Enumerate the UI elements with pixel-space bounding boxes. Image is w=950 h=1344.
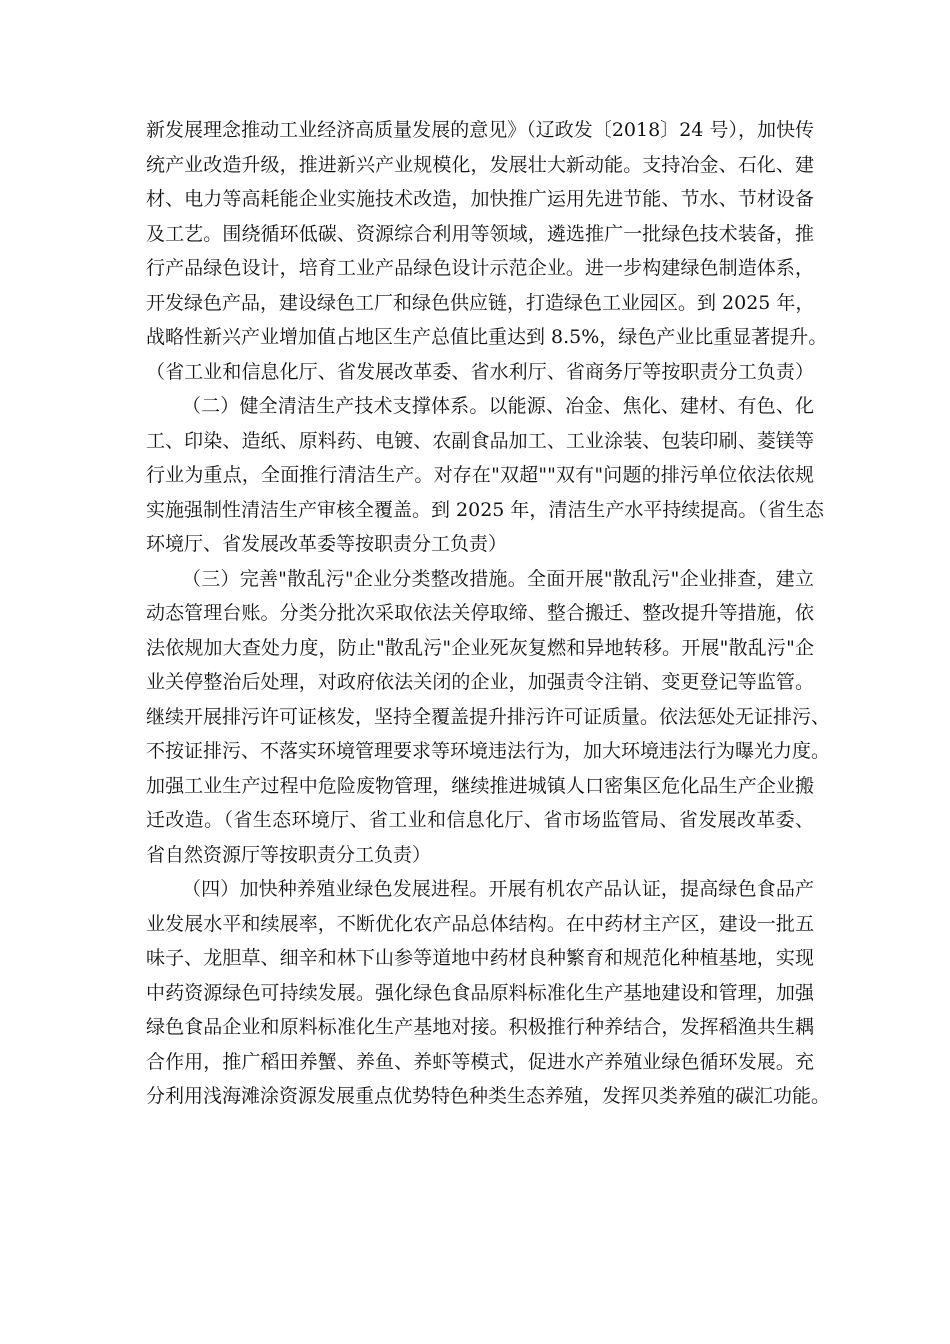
text-line: 行业为重点，全面推行清洁生产。对存在"双超""双有"问题的排污单位依法依规 xyxy=(146,464,814,486)
text-line: 环境厅、省发展改革委等按职责分工负责） xyxy=(146,533,508,555)
paragraph-first-line: （三）完善"散乱污"企业分类整改措施。全面开展"散乱污"企业排查，建立 xyxy=(182,567,814,590)
text-line: 业发展水平和续展率，不断优化农产品总体结构。在中药材主产区，建设一批五 xyxy=(146,912,814,935)
text-line: 味子、龙胆草、细辛和林下山参等道地中药材良种繁育和规范化种植基地，实现 xyxy=(146,947,814,969)
paragraph-first-line: （四）加快种养殖业绿色发展进程。开展有机农产品认证，提高绿色食品产 xyxy=(182,878,814,900)
text-line: 省自然资源厅等按职责分工负责） xyxy=(146,843,432,866)
text-line: 新发展理念推动工业经济高质量发展的意见》（辽政发〔2018〕24 号），加快传 xyxy=(146,119,814,141)
text-line: 行产品绿色设计，培育工业产品绿色设计示范企业。进一步构建绿色制造体系， xyxy=(146,257,814,279)
body-text xyxy=(146,113,831,1114)
text-line: 动态管理台账。分类分批次采取依法关停取缔、整合搬迁、整改提升等措施，依 xyxy=(146,602,814,624)
text-line: 法依规加大查处力度，防止"散乱污"企业死灰复燃和异地转移。开展"散乱污"企 xyxy=(146,636,814,659)
text-line: 战略性新兴产业增加值占地区生产总值比重达到 8.5%，绿色产业比重显著提升。 xyxy=(146,326,828,348)
text-line: 分利用浅海滩涂资源发展重点优势特色种类生态养殖，发挥贝类养殖的碳汇功能。 xyxy=(146,1085,831,1107)
text-line: 合作用，推广稻田养蟹、养鱼、养虾等模式，促进水产养殖业绿色循环发展。充 xyxy=(146,1050,814,1073)
text-line: 绿色食品企业和原料标准化生产基地对接。积极推行种养结合，发挥稻渔共生耦 xyxy=(146,1016,814,1038)
text-line: 不按证排污、不落实环境管理要求等环境违法行为，加大环境违法行为曝光力度。 xyxy=(146,740,831,762)
text-line: 加强工业生产过程中危险废物管理，继续推进城镇人口密集区危化品生产企业搬 xyxy=(146,774,814,797)
text-line: 迁改造。（省生态环境厅、省工业和信息化厅、省市场监管局、省发展改革委、 xyxy=(146,809,814,831)
text-line: 业关停整治后处理，对政府依法关闭的企业，加强责令注销、变更登记等监管。 xyxy=(146,671,814,693)
text-line: （省工业和信息化厅、省发展改革委、省水利厅、省商务厅等按职责分工负责） xyxy=(146,360,814,383)
text-line: 材、电力等高耗能企业实施技术改造，加快推广运用先进节能、节水、节材设备 xyxy=(146,188,814,210)
text-line: 继续开展排污许可证核发，坚持全覆盖提升排污许可证质量。依法惩处无证排污、 xyxy=(146,705,831,728)
text-line: 实施强制性清洁生产审核全覆盖。到 2025 年，清洁生产水平持续提高。（省生态 xyxy=(146,498,824,521)
paragraph-first-line: （二）健全清洁生产技术支撑体系。以能源、冶金、焦化、建材、有色、化 xyxy=(182,395,814,417)
text-line: 工、印染、造纸、原料药、电镀、农副食品加工、工业涂装、包装印刷、菱镁等 xyxy=(146,429,814,452)
text-line: 统产业改造升级，推进新兴产业规模化，发展壮大新动能。支持冶金、石化、建 xyxy=(146,153,814,176)
text-line: 开发绿色产品，建设绿色工厂和绿色供应链，打造绿色工业园区。到 2025 年， xyxy=(146,291,815,314)
text-line: 中药资源绿色可持续发展。强化绿色食品原料标准化生产基地建设和管理，加强 xyxy=(146,981,814,1004)
text-line: 及工艺。围绕循环低碳、资源综合利用等领域，遴选推广一批绿色技术装备，推 xyxy=(146,222,814,245)
